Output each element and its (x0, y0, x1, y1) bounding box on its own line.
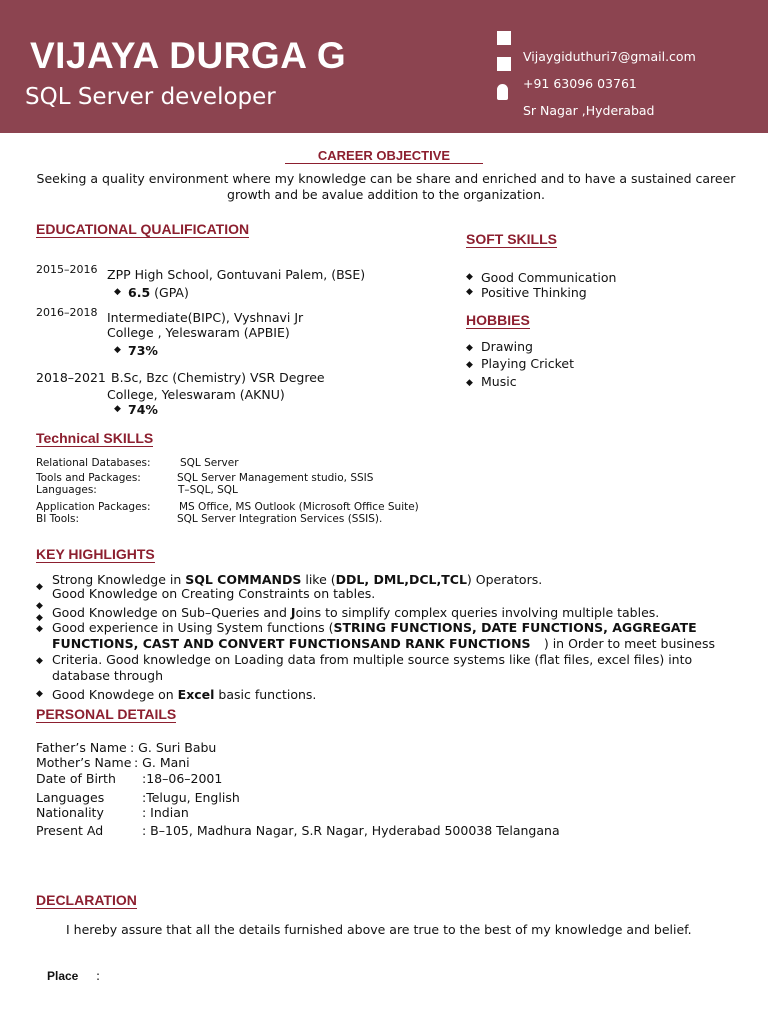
bullet-icon: ◆ (114, 345, 121, 355)
edu-score: 73% (128, 343, 158, 358)
bullet-icon: ◆ (36, 613, 43, 623)
bullet-icon: ◆ (36, 689, 43, 699)
personal-label: Date of Birth (36, 771, 116, 786)
career-objective-title: CAREER OBJECTIVE (285, 148, 483, 164)
personal-label: Languages (36, 790, 105, 805)
declaration-text: I hereby assure that all the details furnished above are true to the best of my knowledge and belief. (66, 922, 692, 937)
highlight-item: Strong Knowledge in SQL COMMANDS like (DDL, DML,DCL,TCL) Operators. (52, 572, 543, 587)
tech-label: BI Tools: (36, 513, 80, 525)
hobby-item: Drawing (481, 339, 533, 354)
hobby-item: Music (481, 374, 517, 389)
bullet-icon: ◆ (466, 287, 473, 297)
technical-skills-title: Technical SKILLS (36, 430, 154, 446)
career-line-2: growth and be avalue addition to the organization. (227, 187, 545, 202)
tech-value: SQL Server (180, 457, 239, 469)
edu-institution: ZPP High School, Gontuvani Palem, (BSE) (107, 267, 366, 282)
location-icon (497, 84, 508, 100)
personal-value: :18–06–2001 (142, 771, 223, 786)
tech-label: Languages: (36, 484, 97, 496)
bullet-icon: ◆ (466, 360, 473, 370)
bullet-icon: ◆ (114, 404, 121, 414)
personal-value: : B–105, Madhura Nagar, S.R Nagar, Hyderabad 500038 Telangana (142, 823, 560, 838)
soft-skill-item: Positive Thinking (481, 285, 587, 300)
edu-institution-line2: College, Yeleswaram (AKNU) (107, 387, 285, 402)
edu-institution-line2: College , Yeleswaram (APBIE) (107, 325, 290, 340)
edu-years: 2016–2018 (36, 306, 98, 319)
personal-details-title: PERSONAL DETAILS (36, 706, 177, 722)
phone-icon (497, 57, 511, 71)
declaration-title: DECLARATION (36, 892, 137, 908)
highlight-item-line: Criteria. Good knowledge on Loading data from multiple source systems like (flat files, excel files) into (52, 652, 693, 667)
tech-label: Relational Databases: (36, 457, 151, 469)
edu-institution: B.Sc, Bzc (Chemistry) VSR Degree (111, 370, 325, 385)
edu-score: 6.5 (GPA) (128, 285, 189, 300)
bullet-icon: ◆ (466, 343, 473, 353)
hobby-item: Playing Cricket (481, 356, 574, 371)
highlight-item-line: FUNCTIONS, CAST AND CONVERT FUNCTIONSAND RANK FUNCTIONS ) in Order to meet business (52, 636, 715, 651)
bullet-icon: ◆ (36, 582, 43, 592)
personal-label: Father’s Name (36, 740, 127, 755)
candidate-name: VIJAYA DURGA G (30, 35, 347, 76)
personal-label: Mother’s Name (36, 755, 132, 770)
email-link[interactable]: Vijaygiduthuri7@gmail.com (523, 49, 696, 64)
tech-label: Tools and Packages: (36, 472, 141, 484)
bullet-icon: ◆ (36, 601, 43, 611)
highlight-item: Good Knowledge on Sub–Queries and Joins to simplify complex queries involving multiple tables. (52, 605, 660, 620)
personal-label: Nationality (36, 805, 104, 820)
edu-institution: Intermediate(BIPC), Vyshnavi Jr (107, 310, 304, 325)
edu-years: 2018–2021 (36, 370, 106, 385)
edu-years: 2015–2016 (36, 263, 98, 276)
career-objective-text (30, 171, 742, 203)
place-label: Place (47, 969, 79, 983)
highlight-item: Good Knowledge on Creating Constraints on tables. (52, 586, 376, 601)
candidate-role: SQL Server developer (25, 84, 276, 110)
highlight-item: Good Knowdege on Excel basic functions. (52, 687, 317, 702)
place-colon: : (96, 969, 101, 983)
phone-number: +91 63096 03761 (523, 76, 637, 91)
bullet-icon: ◆ (114, 287, 121, 297)
highlight-item: Good experience in Using System functions (STRING FUNCTIONS, DATE FUNCTIONS, AGGREGATE (52, 620, 697, 635)
bullet-icon: ◆ (36, 656, 43, 666)
key-highlights-title: KEY HIGHLIGHTS (36, 546, 155, 562)
edu-score: 74% (128, 402, 158, 417)
email-icon (497, 31, 511, 45)
personal-value: :Telugu, English (142, 790, 240, 805)
tech-value: MS Office, MS Outlook (Microsoft Office Suite) (179, 501, 419, 513)
education-title: EDUCATIONAL QUALIFICATION (36, 221, 250, 237)
location-text: Sr Nagar ,Hyderabad (523, 103, 655, 118)
soft-skills-title: SOFT SKILLS (466, 231, 557, 247)
bullet-icon: ◆ (466, 272, 473, 282)
tech-label: Application Packages: (36, 501, 151, 513)
bullet-icon: ◆ (36, 624, 43, 634)
personal-value: : Indian (142, 805, 189, 820)
tech-value: SQL Server Integration Services (SSIS). (177, 513, 383, 525)
soft-skill-item: Good Communication (481, 270, 617, 285)
tech-value: SQL Server Management studio, SSIS (177, 472, 374, 484)
personal-value: : G. Suri Babu (130, 740, 217, 755)
personal-value: : G. Mani (134, 755, 190, 770)
bullet-icon: ◆ (466, 378, 473, 388)
personal-label: Present Ad (36, 823, 104, 838)
highlight-item-line: database through (52, 668, 164, 683)
hobbies-title: HOBBIES (466, 312, 530, 328)
tech-value: T–SQL, SQL (178, 484, 238, 496)
career-line-1: Seeking a quality environment where my knowledge can be share and enriched and to have a sustained career (36, 171, 736, 186)
